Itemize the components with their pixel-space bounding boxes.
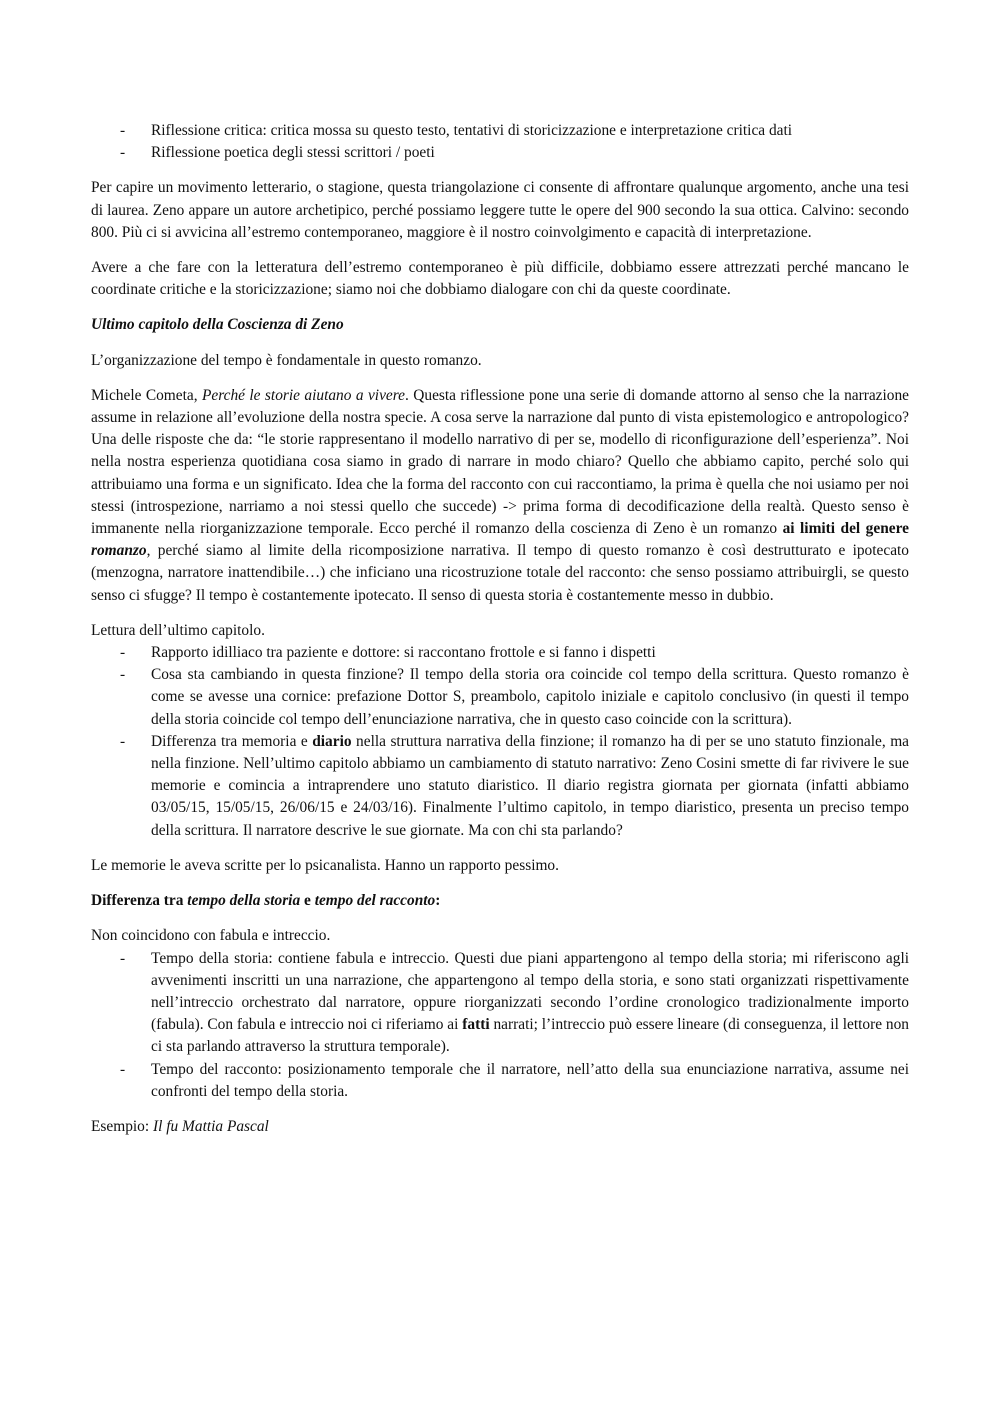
list-item: - Rapporto idilliaco tra paziente e dottore: si raccontano frottole e si fanno i dispetti xyxy=(91,642,909,664)
paragraph-triangolazione: Per capire un movimento letterario, o stagione, questa triangolazione ci consente di affrontare qualunque argomento, anche una tesi di laurea. Zeno appare un autore archetipico, perché possiamo leggere tutte le opere del 900 secondo la sua ottica. Calvino: secondo 800. Più ci si avvicina all’estremo contemporaneo, maggiore è il nostro coinvolgimento e capacità di interpretazione. xyxy=(91,179,909,241)
list-item xyxy=(91,142,909,164)
paragraph-estremo-contemporaneo: Avere a che fare con la letteratura dell’estremo contemporaneo è più difficile, dobbiamo essere attrezzati perché mancano le coordinate critiche e la storicizzazione; siamo noi che dobbiamo dialogare con chi da queste coordinate. xyxy=(91,259,909,299)
time-definitions-list xyxy=(91,948,909,1103)
list-item-text: Riflessione poetica degli stessi scrittori / poeti xyxy=(151,144,435,162)
paragraph-lettura: Lettura dell’ultimo capitolo. xyxy=(91,621,265,639)
paragraph-esempio: Esempio: Il fu Mattia Pascal xyxy=(91,1117,269,1135)
list-item-text: Riflessione critica: critica mossa su questo testo, tentativi di storicizzazione e interpretazione critica dati xyxy=(151,122,793,139)
paragraph-organizzazione-tempo: L’organizzazione del tempo è fondamentale in questo romanzo. xyxy=(91,351,482,369)
bullet-dash: - xyxy=(120,144,126,162)
section-heading-differenza: Differenza tra tempo della storia e tempo del racconto: xyxy=(91,892,441,910)
bullet-dash: - xyxy=(120,732,126,750)
reading-notes-list xyxy=(91,642,909,842)
list-item: - Differenza tra memoria e diario nella struttura narrativa della finzione; il romanzo ha di per se uno statuto finzionale, ma nella finzione. Nell’ultimo capitolo abbiamo un cambiamento di statuto narrativo: Zeno Cosini smette di far rivivere le sue memorie e comincia a intraprendere uno statuto diaristico. Il diario registra giornata per giornata (infatti abbiamo 03/05/15, 15/05/15, 26/06/15 e 24/03/16). Finalmente l’ultimo capitolo, in tempo diaristico, presenta un preciso tempo della scrittura. Il narratore descrive le sue giornate. Ma con chi sta parlando? xyxy=(120,732,909,839)
paragraph-fabula: Non coincidono con fabula e intreccio. xyxy=(91,927,331,945)
paragraph-cometa: Michele Cometa, Perché le storie aiutano a vivere. Questa riflessione pone una serie di domande attorno al senso che la narrazione assume in relazione all’evoluzione della nostra specie. A cosa serve la narrazione dal punto di vista epistemologico e antropologico? Una delle risposte che da: “le storie rappresentano il modello narrativo di per se, modello di riconfigurazione dell’esperienza”. Noi nella nostra esperienza quotidiana cosa siamo in grado di narrare in modo chiaro? Quello che abbiamo capito, perché solo qui attribuiamo una forma e un significato. Idea che la forma del racconto con cui raccontiamo, la prima è quella che noi usiamo per noi stessi (introspezione, narriamo a noi stessi quello che succede) -> prima forma di decodificazione della realtà. Questo senso è immanente nella riorganizzazione temporale. Ecco perché il romanzo della coscienza di Zeno è un romanzo ai limiti del genere romanzo, perché siamo al limite della ricomposizione narrativa. Il tempo di questo romanzo è così destrutturato e ipotecato (menzogna, narratore inattendibile…) che inficiano una ricostruzione totale del racconto: che senso possiamo attribuirgli, se questo senso ci sfugge? Il tempo è costantemente ipotecato. Il senso di questa storia è costantemente messo in dubbio. xyxy=(91,386,909,604)
bullet-dash: - xyxy=(120,949,126,967)
bullet-dash: - xyxy=(120,666,126,684)
bullet-dash: - xyxy=(120,122,126,139)
list-item: - Tempo del racconto: posizionamento temporale che il narratore, nell’atto della sua enunciazione narrativa, assume nei confronti del tempo della storia. xyxy=(120,1060,909,1100)
bullet-dash: - xyxy=(120,1060,126,1078)
paragraph-memorie: Le memorie le aveva scritte per lo psicanalista. Hanno un rapporto pessimo. xyxy=(91,856,559,874)
critical-reflection-list xyxy=(91,120,909,164)
list-item: - Cosa sta cambiando in questa finzione? Il tempo della storia ora coincide col tempo della scrittura. Questo romanzo è come se avesse una cornice: prefazione Dottor S, preambolo, capitolo iniziale e capitolo conclusivo (in questi il tempo della storia coincide col tempo dell’enunciazione narrativa, che in questo caso coincide con la scrittura). xyxy=(120,666,909,728)
list-item: - Tempo della storia: contiene fabula e intreccio. Questi due piani appartengono al tempo della storia; mi riferiscono agli avvenimenti inscritti un una narrazione, che appartengono al tempo della storia, e sono stati organizzati rispettivamente nell’intreccio orchestrato dal narratore, oppure riorganizzati secondo l’ordine cronologico tradizionalmente importo (fabula). Con fabula e intreccio noi ci riferiamo ai fatti narrati; l’intreccio può essere lineare (di conseguenza, il lettore non ci sta parlando attraverso la struttura temporale). xyxy=(120,949,909,1056)
section-heading-ultimo-capitolo: Ultimo capitolo della Coscienza di Zeno xyxy=(91,316,344,334)
bullet-dash: - xyxy=(120,644,126,662)
list-item xyxy=(91,120,909,142)
